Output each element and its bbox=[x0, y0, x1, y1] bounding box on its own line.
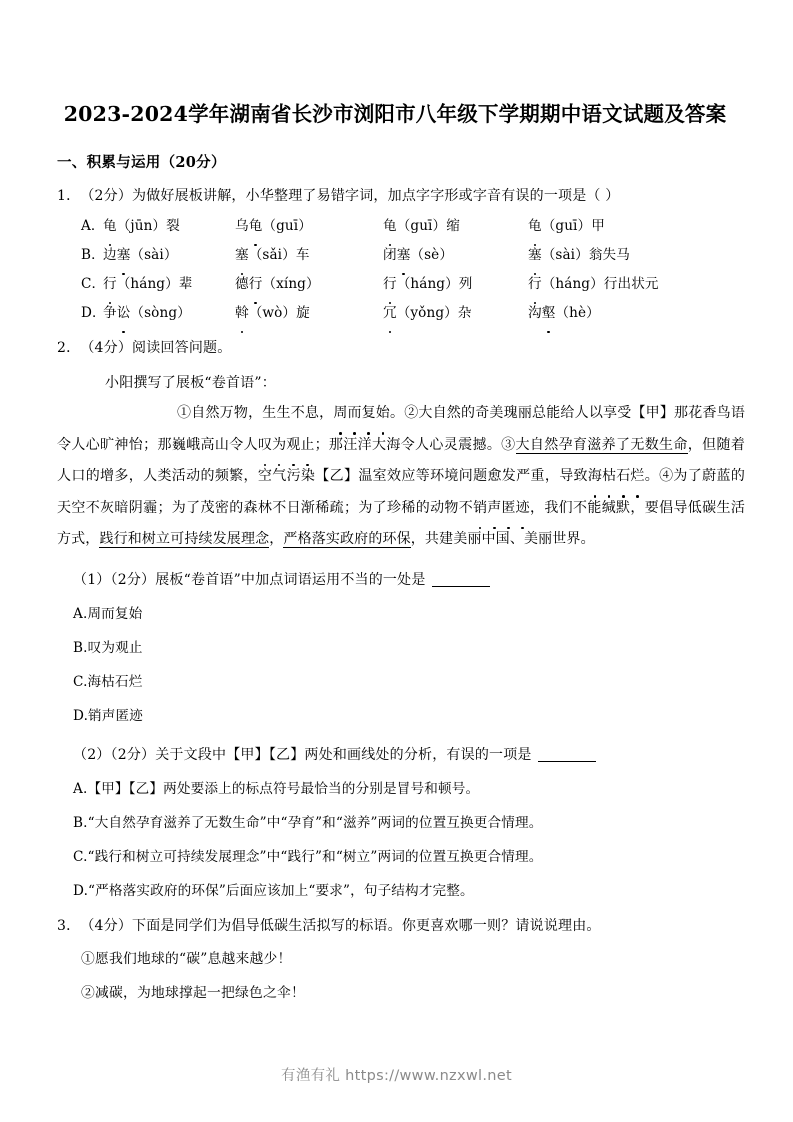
cell-post: （sòng） bbox=[130, 305, 191, 321]
dotted-char: 行 bbox=[383, 270, 397, 299]
underlined-phrase-2: 践行和树立可持续发展理念 bbox=[99, 531, 270, 547]
underlined-phrase-3: 严格落实政府的环保 bbox=[283, 531, 411, 547]
dotted-char: 周 bbox=[333, 398, 347, 430]
dotted-char: 观 bbox=[286, 430, 300, 462]
page-title: 2023-2024学年湖南省长沙市浏阳市八年级下学期期中语文试题及答案 bbox=[63, 102, 727, 126]
question-3-stem bbox=[57, 912, 745, 940]
dotted-char: 龟 bbox=[103, 212, 117, 241]
option-cell bbox=[528, 212, 605, 241]
cell-post: （guī）缩 bbox=[396, 218, 460, 234]
dotted-char: 复 bbox=[362, 398, 376, 430]
cell-post: （háng）辈 bbox=[116, 276, 193, 292]
underlined-phrase-1: 大自然孕育滋养了无数生命 bbox=[515, 436, 688, 453]
cell-post: （háng）列 bbox=[396, 276, 473, 292]
option-cell bbox=[103, 241, 235, 270]
question-2-sub-2-option-d: D.“严格落实政府的环保”后面应该加上“要求”，句子结构才完整。 bbox=[73, 882, 474, 899]
dotted-char: 斡 bbox=[235, 299, 249, 328]
question-1-option-c bbox=[81, 270, 745, 299]
cell-post: （sǎi）车 bbox=[248, 247, 310, 263]
dotted-char: 而 bbox=[347, 398, 361, 430]
dotted-char: 讼 bbox=[117, 299, 131, 328]
sub-question-text: （1）（2分）展板“卷首语”中加点词语运用不当的一处是 bbox=[73, 571, 426, 588]
dotted-char: 销 bbox=[473, 493, 487, 525]
cell-post: （guī） bbox=[262, 218, 312, 234]
option-cell bbox=[383, 212, 528, 241]
dotted-char: 塞 bbox=[117, 241, 131, 270]
passage-seg: ，但随着人口的增多，人类活动的频繁，空气污染【乙】温室效应等环境问题愈发严重，导致 bbox=[57, 436, 745, 484]
cell-pre: 争 bbox=[103, 305, 117, 321]
cell-pre: 闭 bbox=[383, 247, 397, 263]
passage-seg: ，共建美丽中国、美丽世界。 bbox=[410, 531, 595, 547]
cell-post: （sài）翁失马 bbox=[541, 247, 630, 263]
dotted-char: 烂 bbox=[630, 461, 644, 493]
dotted-char: 塞 bbox=[235, 241, 249, 270]
dotted-char: 行 bbox=[528, 270, 542, 299]
option-cell bbox=[103, 212, 235, 241]
passage-seg: 。④为了蔚蓝的天空不灰暗阴霾；为了茂密的森林不日渐稀疏；为了珍稀的动物不 bbox=[57, 468, 745, 516]
option-cell bbox=[235, 212, 383, 241]
cell-post: （hè） bbox=[555, 305, 600, 321]
cell-pre: 边 bbox=[103, 247, 117, 263]
dotted-char: 石 bbox=[616, 461, 630, 493]
question-2-sub-1-option-a: A.周而复始 bbox=[73, 605, 143, 622]
option-label: B． bbox=[81, 247, 105, 263]
sub-question-text: （2）（2分）关于文段中【甲】【乙】两处和画线处的分析，有误的一项是 bbox=[73, 746, 532, 763]
option-cell bbox=[235, 241, 383, 270]
dotted-char: 海 bbox=[588, 461, 602, 493]
section-heading: 一、积累与运用（20分） bbox=[57, 154, 226, 171]
question-2-sub-1-option-d: D.销声匿迹 bbox=[73, 707, 144, 724]
question-1-option-d bbox=[81, 299, 745, 328]
dotted-char: 为 bbox=[272, 430, 286, 462]
passage-seg: 。②大自然的奇美瑰丽总能给人以享受【甲】那花香鸟语令人心旷神怡；那巍峨高山令人 bbox=[57, 405, 746, 453]
question-1-number: 1． bbox=[57, 188, 81, 204]
option-cell bbox=[383, 299, 528, 328]
passage-seg: 自然万物，生生不息， bbox=[191, 405, 334, 421]
dotted-char: 声 bbox=[487, 493, 501, 525]
option-label: C． bbox=[81, 276, 106, 292]
question-1-option-a bbox=[81, 212, 745, 241]
option-cell bbox=[235, 270, 383, 299]
reading-passage bbox=[57, 398, 745, 556]
question-2-sub-1-stem bbox=[73, 566, 745, 595]
question-3-text: （4分）下面是同学们为倡导低碳生活拟写的标语。你更喜欢哪一则？请说说理由。 bbox=[80, 917, 601, 934]
dotted-char: 叹 bbox=[258, 430, 272, 462]
option-label: A． bbox=[81, 218, 105, 234]
dotted-phrase-4 bbox=[473, 500, 530, 516]
cell-post: （sè） bbox=[410, 247, 454, 263]
dotted-char: 壑 bbox=[542, 299, 556, 328]
option-label: D． bbox=[81, 305, 106, 321]
footer-watermark: 有渔有礼 https://www.nzxwl.net bbox=[281, 1068, 512, 1084]
cell-post: （yǒng）杂 bbox=[396, 305, 472, 321]
question-2-stem bbox=[57, 334, 745, 362]
dotted-char: 龟 bbox=[249, 212, 263, 241]
dotted-char: 枯 bbox=[602, 461, 616, 493]
question-2-sub-2-option-c: C.“践行和树立可持续发展理念”中“践行”和“树立”两词的位置互换更合情理。 bbox=[73, 848, 543, 865]
cell-post: （jūn）裂 bbox=[116, 218, 180, 234]
option-cell bbox=[528, 299, 600, 328]
question-3-item-2: ②减碳，为地球撑起一把绿色之伞！ bbox=[81, 984, 305, 1001]
question-1-option-b bbox=[81, 241, 745, 270]
question-2-sub-1-option-c: C.海枯石烂 bbox=[73, 673, 143, 690]
passage-lead-in: 小阳撰写了展板“卷首语”： bbox=[105, 375, 276, 391]
dotted-char: 塞 bbox=[397, 241, 411, 270]
question-3-number: 3． bbox=[57, 917, 81, 934]
cell-pre: 乌 bbox=[235, 218, 249, 234]
dotted-char: 龟 bbox=[383, 212, 397, 241]
document-content bbox=[45, 95, 745, 1008]
dotted-phrase-2 bbox=[258, 437, 315, 453]
question-2-sub-1-option-b: B.叹为观止 bbox=[73, 639, 143, 656]
question-2-sub-2-option-a: A.【甲】【乙】两处要添上的标点符号最恰当的分别是冒号和顿号。 bbox=[73, 780, 480, 797]
answer-blank[interactable] bbox=[538, 761, 596, 762]
passage-marker: ① bbox=[177, 405, 192, 421]
option-cell bbox=[235, 299, 383, 328]
question-1-text: （2分）为做好展板讲解，小华整理了易错字词，加点字字形或字音有误的一项是（ ） bbox=[80, 188, 620, 204]
cell-post: （guī）甲 bbox=[541, 218, 605, 234]
cell-post: （xíng） bbox=[262, 276, 320, 292]
cell-post: （sài） bbox=[130, 247, 178, 263]
dotted-phrase-1 bbox=[333, 405, 390, 421]
dotted-phrase-3 bbox=[588, 468, 645, 484]
dotted-char: 冗 bbox=[383, 299, 397, 328]
option-cell bbox=[383, 241, 528, 270]
passage-seg: ， bbox=[269, 531, 284, 547]
dotted-char: 匿 bbox=[501, 493, 515, 525]
answer-blank[interactable] bbox=[432, 586, 490, 587]
cell-post: （wò）旋 bbox=[248, 305, 310, 321]
dotted-char: 始 bbox=[376, 398, 390, 430]
dotted-char: 龟 bbox=[528, 212, 542, 241]
option-cell bbox=[528, 241, 630, 270]
dotted-char: 塞 bbox=[528, 241, 542, 270]
question-2-sub-2-option-b: B.“大自然孕育滋养了无数生命”中“孕育”和“滋养”两词的位置互换更合情理。 bbox=[73, 814, 543, 831]
cell-post: （háng）行出状元 bbox=[541, 276, 659, 292]
dotted-char: 止 bbox=[300, 430, 314, 462]
passage-seg: ，我们不能缄默，要倡导低碳生活方式， bbox=[57, 499, 746, 547]
cell-pre: 沟 bbox=[528, 305, 542, 321]
question-3-item-1: ①愿我们地球的“碳”息越来越少！ bbox=[81, 950, 292, 967]
option-cell bbox=[103, 299, 235, 328]
dotted-char: 行 bbox=[103, 270, 117, 299]
question-1-stem bbox=[57, 182, 745, 210]
dotted-char: 行 bbox=[249, 270, 263, 299]
question-2-sub-2-stem bbox=[73, 741, 745, 770]
question-2-text: （4分）阅读回答问题。 bbox=[80, 340, 232, 356]
passage-seg: ；那汪洋大海令人心灵震撼。③ bbox=[314, 436, 516, 453]
dotted-char: 迹 bbox=[516, 493, 530, 525]
question-2-number: 2． bbox=[57, 340, 81, 356]
option-cell bbox=[528, 270, 659, 299]
cell-pre: 德 bbox=[235, 276, 249, 292]
